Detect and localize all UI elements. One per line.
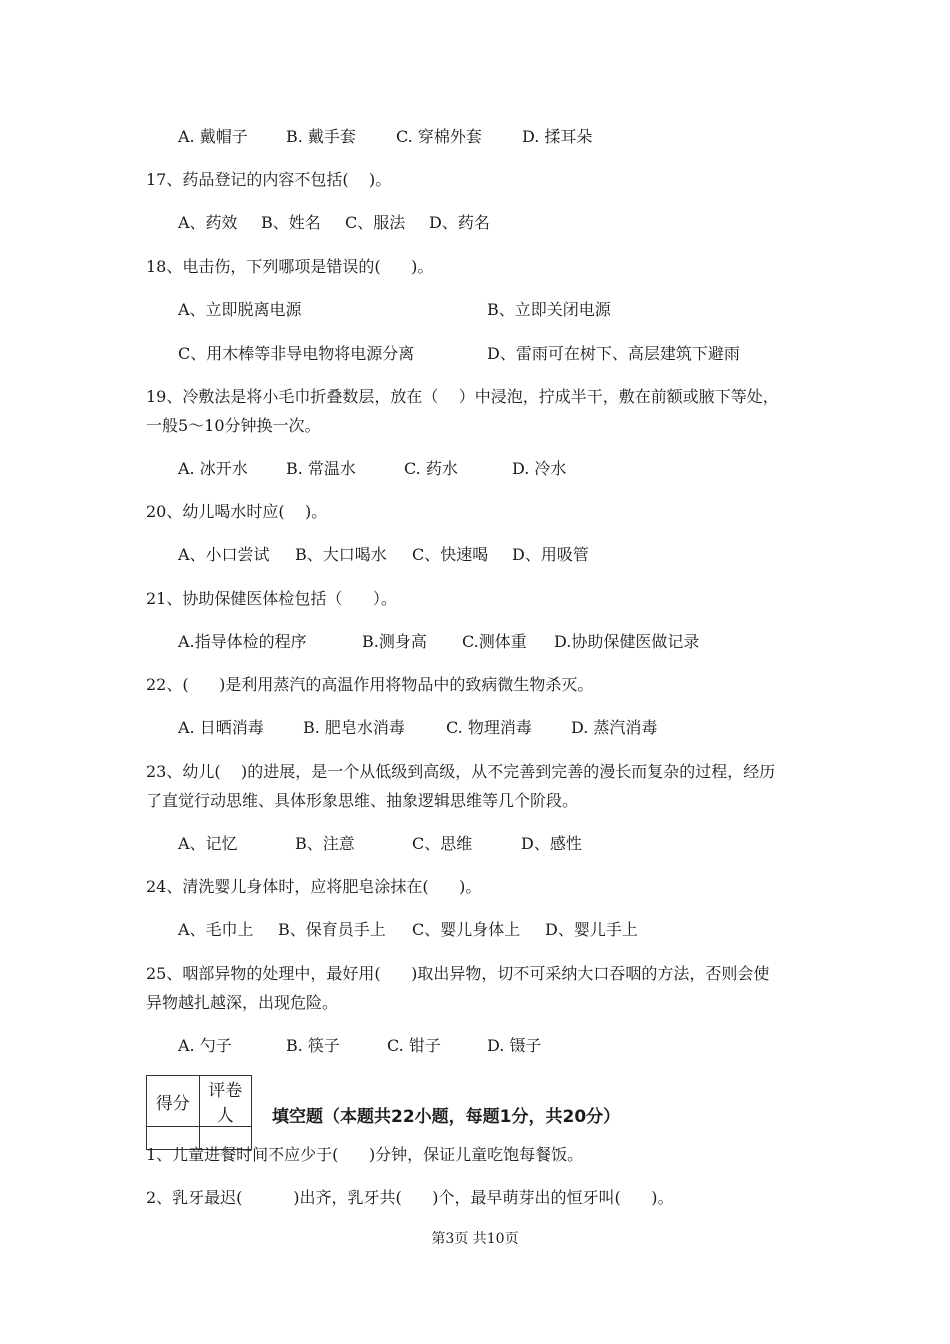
question-21: 21、协助保健医体检包括（ ）。 <box>146 589 397 608</box>
score-label: 得分 <box>147 1076 200 1127</box>
option-a: A.指导体检的程序 <box>178 632 307 651</box>
question-22: 22、( )是利用蒸汽的高温作用将物品中的致病微生物杀灭。 <box>146 675 594 694</box>
option-a: A、记忆 <box>178 834 238 853</box>
option-d: D、感性 <box>521 834 582 853</box>
grader-label: 评卷人 <box>199 1076 252 1127</box>
option-c: C、用木棒等非导电物将电源分离 <box>178 344 415 363</box>
option-a: A. 戴帽子 <box>178 127 248 146</box>
option-c: C. 物理消毒 <box>446 718 532 737</box>
question-23: 23、幼儿( )的进展，是一个从低级到高级，从不完善到完善的漫长而复杂的过程，经历 <box>146 762 776 781</box>
option-d: D. 镊子 <box>487 1036 542 1055</box>
fill-question-1: 1、儿童进餐时间不应少于( )分钟，保证儿童吃饱每餐饭。 <box>146 1145 584 1164</box>
option-c: C、思维 <box>412 834 473 853</box>
option-a: A、立即脱离电源 <box>178 300 302 319</box>
question-25: 25、咽部异物的处理中，最好用( )取出异物，切不可采纳大口吞咽的方法，否则会使 <box>146 964 770 983</box>
option-c: C、快速喝 <box>412 545 489 564</box>
question-18: 18、电击伤，下列哪项是错误的( )。 <box>146 257 434 276</box>
option-c: C. 穿棉外套 <box>396 127 482 146</box>
option-c: C、服法 <box>345 213 406 232</box>
option-d: D、婴儿手上 <box>545 920 638 939</box>
option-c: C、婴儿身体上 <box>412 920 521 939</box>
option-b: B、大口喝水 <box>295 545 387 564</box>
option-a: A、小口尝试 <box>178 545 270 564</box>
option-d: D.协助保健医做记录 <box>554 632 700 651</box>
option-a: A、毛巾上 <box>178 920 254 939</box>
option-c: C. 钳子 <box>387 1036 441 1055</box>
option-a: A. 冰开水 <box>178 459 248 478</box>
option-b: B. 筷子 <box>286 1036 340 1055</box>
option-b: B、保育员手上 <box>278 920 386 939</box>
option-b: B、注意 <box>295 834 355 853</box>
option-b: B. 肥皂水消毒 <box>303 718 405 737</box>
option-b: B、姓名 <box>261 213 321 232</box>
question-19-continued: 一般5～10分钟换一次。 <box>146 416 321 435</box>
option-c: C.测体重 <box>462 632 527 651</box>
question-25-continued: 异物越扎越深，出现危险。 <box>146 993 339 1012</box>
option-a: A. 日晒消毒 <box>178 718 264 737</box>
question-24: 24、清洗婴儿身体时，应将肥皂涂抹在( )。 <box>146 877 482 896</box>
option-b: B. 常温水 <box>286 459 356 478</box>
score-box <box>146 1075 252 1150</box>
option-d: D. 冷水 <box>512 459 567 478</box>
option-a: A、药效 <box>178 213 238 232</box>
option-b: B. 戴手套 <box>286 127 356 146</box>
question-20: 20、幼儿喝水时应( )。 <box>146 502 328 521</box>
option-d: D. 揉耳朵 <box>522 127 593 146</box>
page-footer: 第3页 共10页 <box>431 1231 519 1247</box>
option-d: D、用吸管 <box>512 545 589 564</box>
option-d: D. 蒸汽消毒 <box>571 718 658 737</box>
section-title: 填空题（本题共22小题，每题1分，共20分） <box>272 1107 621 1127</box>
question-19: 19、冷敷法是将小毛巾折叠数层，放在（ ）中浸泡，拧成半干，敷在前额或腋下等处， <box>146 387 779 406</box>
option-d: D、药名 <box>429 213 490 232</box>
option-c: C. 药水 <box>404 459 458 478</box>
option-a: A. 勺子 <box>178 1036 232 1055</box>
question-17: 17、药品登记的内容不包括( )。 <box>146 170 392 189</box>
option-b: B.测身高 <box>362 632 427 651</box>
fill-question-2: 2、乳牙最迟( )出齐，乳牙共( )个，最早萌芽出的恒牙叫( )。 <box>146 1188 674 1207</box>
question-23-continued: 了直觉行动思维、具体形象思维、抽象逻辑思维等几个阶段。 <box>146 791 579 810</box>
option-d: D、雷雨可在树下、高层建筑下避雨 <box>487 344 740 363</box>
option-b: B、立即关闭电源 <box>487 300 611 319</box>
